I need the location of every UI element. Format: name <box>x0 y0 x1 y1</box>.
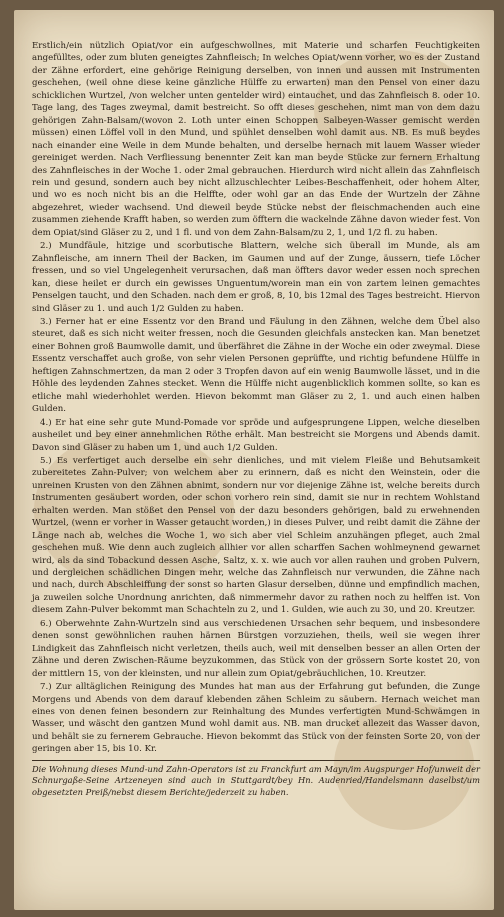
paragraph-7: 7.) Zur alltäglichen Reinigung des Mundes hat man aus der Erfahrung gut befunden, die Zunge Morgens und Abends von dem darauf klebenden zähen Schleim zu säubern. Hernach weichet man eines von denen feinen besondern zur Reinhaltung des Mundes verfertigten Mund-Schwämgen in Wasser, und wäscht den gantzen Mund wohl damit aus. NB. man drucket allezeit das Wasser davon, und behält sie zu fernerem Gebrauche. Hievon bekommt das Stück von der feinsten Sorte 20, von der geringen aber 15, bis 10. Kr. <box>32 682 480 755</box>
footer-note: Die Wohnung dieses Mund-und Zahn-Operators ist zu Franckfurt am Mayn/im Augspurger Hof/unweit der Schnurgaße-Seine Artzeneyen sind auch in Stuttgardt/bey Hn. Audenried/Handelsmann daselbst/um obgesetzten Preiß/nebst diesem Berichte/jederzeit zu haben. <box>32 763 480 797</box>
paragraph-6: 6.) Oberwehnte Zahn-Wurtzeln sind aus verschiedenen Ursachen sehr bequem, und insbesondere denen sonst gewöhnlichen rauhen härnen Bürstgen vorzuziehen, theils, weil sie wegen ihrer Lindigkeit das Zahnfleisch nicht verletzen, theils auch, weil mit denselben besser an allen Orten der Zähne und deren Zwischen-Räume beyzukommen, das Stück von der grössern Sorte kostet 20, von der mittlern 15, von der kleinsten, und nur allein zum Opiat/gebräuchlichen, 10. Kreutzer. <box>32 618 480 679</box>
paragraph-2: 2.) Mundfäule, hitzige und scorbutische Blattern, welche sich überall im Munde, als am Zahnfleische, am innern Theil der Backen, im Gaumen und auf der Zunge, äussern, tiefe Löcher fressen, und so viel Ungelegenheit verursachen, daß man öffters davor weder essen noch sprechen kan, diese heilet er durch ein gewisses Unguentum/worein man ein von zartem leinen gemachtes Penselgen taucht, und den Schaden. nach dem er groß, 8, 10, bis 12mal des Tages bestreicht. Hiervon sind Gläser zu 1. und auch 1/2 Gulden zu haben. <box>32 241 480 314</box>
paragraph-4: 4.) Er hat eine sehr gute Mund-Pomade vor spröde und aufgesprungene Lippen, welche dieselben ausheilet und bey einer annehmlichen Röthe erhält. Man bestreicht sie Morgens und Abends damit. Davon sind Gläser zu haben um 1, und auch 1/2 Gulden. <box>32 417 480 453</box>
paper-sheet <box>14 10 494 910</box>
paragraph-5: 5.) Es verfertiget auch derselbe ein sehr dienliches, und mit vielem Fleiße und Behutsamkeit zubereitetes Zahn-Pulver; von welchem aber zu erinnern, daß es nicht den Weinstein, oder die unreinen Krusten von den Zähnen abnimt, sondern nur vor diejenige Zähne ist, welche bereits durch Instrumenten gesäubert worden, oder schon vorhero rein sind, damit sie nur in rechtem Wohlstand erhalten werden. Man stößet den Pensel von der dazu besonders gehörigen, bald zu erwehnenden Wurtzel, (wenn er vorher in Wasser getaucht worden,) in dieses Pulver, und reibt damit die Zähne der Länge nach ab, welches die Woche 1, wo sich aber viel Schleim anzuhängen pfleget, auch 2mal geschehen muß. Wie denn auch zugleich allhier vor allen scharffen Sachen wohlmeynend gewarnet wird, als da sind Tobackund dessen Asche, Saltz, x. x. wie auch vor allen rauhen und groben Pulvern, und dergleichen schädlichen Dingen mehr, welche das Zahnfleisch nur verwunden, die Zähne nach und nach, durch Abschleiffung der sonst so harten Glasur derselben, dünne und empfindlich machen, ja zuweilen solche Unordnung anrichten, daß nimmermehr davor zu rathen noch zu helffen ist. Von diesem Zahn-Pulver bekommt man Schachteln zu 2, und 1. Gulden, wie auch zu 30, und 20. Kreutzer. <box>32 455 480 616</box>
paragraph-1: Erstlich/ein nützlich Opiat/vor ein aufgeschwollnes, mit Materie und scharfen Feuchtigkeiten angefülltes, oder zum bluten geneigtes Zahnfleisch; In welches Opiat/wenn vorher, wo es der Zustand der Zähne erfordert, eine gehörige Reinigung derselben, von innen und aussen mit Instrumenten geschehen, (weil ohne diese keine gänzliche Hülffe zu erwarten) man den Pensel von einer dazu schicklichen Wurtzel, /von welcher unten gentelder wird) eintauchet, und das Zahnfleisch 8. oder 10. Tage lang, des Tages zweymal, damit bestreicht. So offt dieses geschehen, nimt man von dem dazu gehörigen Zahn-Balsam/(wovon 2. Loth unter einen Schoppen Salbeyen-Wasser gemischt werden müssen) einen Löffel voll in den Mund, und spühlet denselben wohl damit aus. NB. Es muß beydes nach einander eine Weile in dem Munde behalten, und derselbe hernach mit lauem Wasser wieder gereiniget werden. Nach Verfliessung benennter Zeit kan man beyde Stücke zur fernern Erhaltung des Zahnfleisches in der Woche 1. oder 2mal gebrauchen. Hierdurch wird nicht allein das Zahnfleisch rein und gesund, sondern auch bey nicht allzuschlechter Leibes-Beschaffenheit, oder hohem Alter, und wo es noch nicht bis an die Helffte, oder wohl gar an das Ende der Wurtzeln der Zähne abgezehret, wieder wachsend. Und dieweil beyde Stücke nebst der fleischmachenden auch eine zusammen ziehende Krafft haben, so werden zum öfftern die wackelnde Zähne davon wieder fest. Von dem Opiat/sind Gläser zu 2, und 1 fl. und von dem Zahn-Balsam/zu 2, 1, und 1/2 fl. zu haben. <box>32 41 480 238</box>
document-body <box>32 40 480 799</box>
paragraph-3: 3.) Ferner hat er eine Essentz vor den Brand und Fäulung in den Zähnen, welche dem Übel also steuret, daß es sich nicht weiter fressen, noch die Gesunden gleichfals anstecken kan. Man benetzet einer Bohnen groß Baumwolle damit, und überfähret die Zähne in der Woche ein oder zweymal. Diese Essentz verschaffet auch große, von sehr vielen Personen geprüffte, und richtig befundene Hülffe in heftigen Zahnschmertzen, da man 2 oder 3 Tropfen davon auf ein wenig Baumwolle lässet, und in die Höhle des leydenden Zahnes stecket. Wenn die Hülffe nicht augenblicklich kommen sollte, so kan es etliche mahl wiederhohlet werden. Hievon bekommt man Gläser zu 2, 1. und auch einen halben Gulden. <box>32 316 480 415</box>
footer-divider <box>32 760 480 761</box>
